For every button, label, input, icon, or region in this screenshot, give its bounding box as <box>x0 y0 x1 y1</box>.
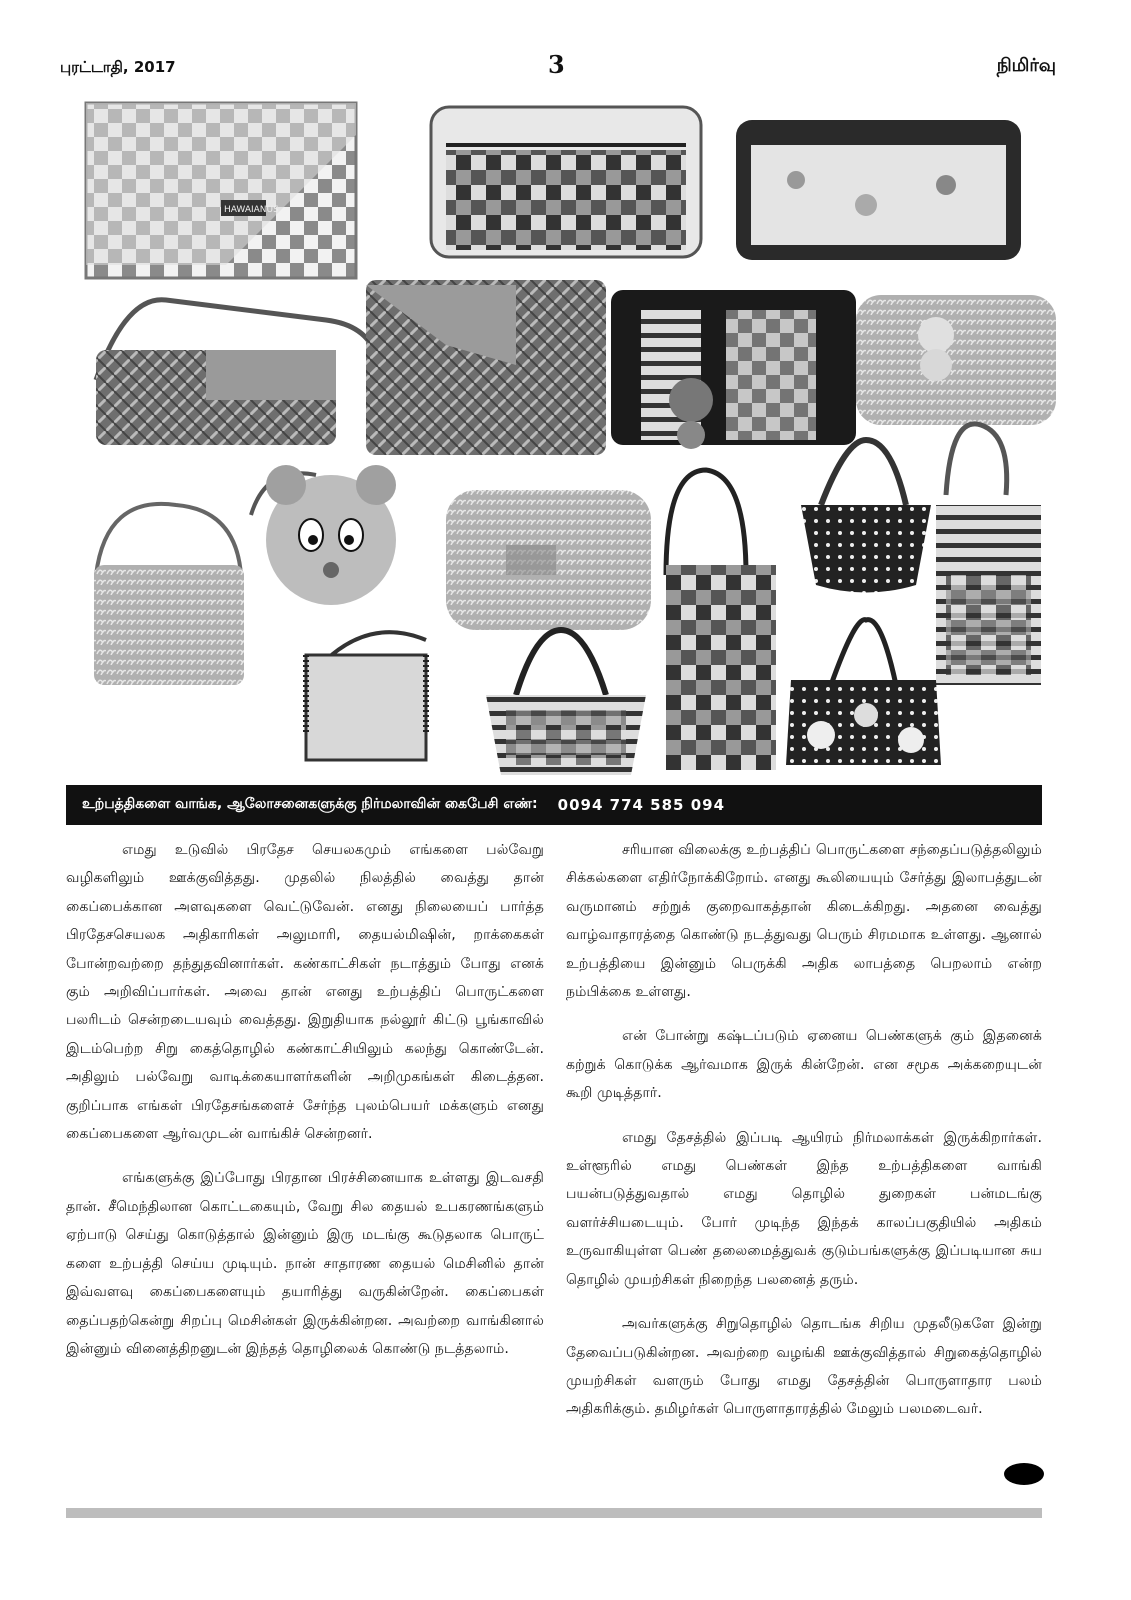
striped-patchwork-bag-photo <box>936 424 1041 685</box>
floral-drawstring-bag-photo <box>786 620 941 765</box>
contact-banner <box>66 785 1042 825</box>
printed-pouch-photo <box>736 120 1021 260</box>
woven-shoulder-bag-photo <box>96 300 376 445</box>
handbag-photos <box>66 95 1066 785</box>
fringed-heart-bag-photo <box>306 632 426 760</box>
bear-applique-pouch-photo <box>856 295 1056 425</box>
issue-date: புரட்டாதி, 2017 <box>60 58 176 76</box>
article-paragraph: எமது தேசத்தில் இப்படி ஆயிரம் நிர்மலாக்கள் இருக்கிறார்கள். உள்ளூரில் எமது பெண்கள் இந்த உற்பத்திகளை வாங்கி பயன்படுத்துவதால் எமது தொழில் துறைகள் பன்மடங்கு வளர்ச்சியடையும். போர் முடிந்த இந்தக் காலப்பகுதியில் அதிகம் உருவாகியுள்ள பெண் தலைமைத்துவக் குடும்பங்களுக்கு இப்படியான சுய தொழில் முயற்சிகள் நிறைந்த பலனைத் தரும். <box>566 1129 1042 1288</box>
geometric-tote-photo <box>611 290 856 449</box>
footer-rule <box>66 1508 1042 1518</box>
cartoon-face-purse-photo <box>251 465 396 605</box>
contact-phone-number: 0094 774 585 094 <box>557 796 726 814</box>
bag-label-text: HAWAIANUS <box>224 205 279 215</box>
article-left-column <box>66 836 544 1379</box>
article-paragraph: எங்களுக்கு இப்போது பிரதான பிரச்சினையாக உள்ளது இடவசதி தான். சீமெந்திலான கொட்டகையும், வேறு சில தையல் உபகரணங்களும் ஏற்பாடு செய்து கொடுத்தால் இன்னும் இரு மடங்கு கூடுதலாக பொருட் களை உற்பத்தி செய்ய முடியும். நான் சாதாரண தையல் மெசினில் தான் இவ்வளவு கைப்பைகளையும் தயாரித்து வருகின்றேன். கைப்பைகள் தைப்பதற்கென்று சிறப்பு மெசின்கள் இருக்கின்றன. அவற்றை வாங்கினால் இன்னும் வினைத்திறனுடன் இந்தத் தொழிலைக் கொண்டு நடத்தலாம். <box>66 1170 544 1357</box>
handbag-photo-collage <box>66 95 1066 785</box>
article-end-mark <box>1004 1463 1044 1485</box>
article-paragraph: சரியான விலைக்கு உற்பத்திப் பொருட்களை சந்தைப்படுத்தலிலும் சிக்கல்களை எதிர்நோக்கிறோம். எனது கூலியையும் சேர்த்து இலாபத்துடன் வருமானம் சற்றுக் குறைவாகத்தான் கிடைக்கிறது. அதனை வைத்து வாழ்வாதாரத்தை கொண்டு நடத்துவது பெரும் சிரமமாக உள்ளது. ஆனால் உற்பத்தியை இன்னும் பெருக்கி அதிக லாபத்தை பெறலாம் என்ற நம்பிக்கை உள்ளது. <box>566 842 1042 1001</box>
page-header <box>0 0 1131 100</box>
article-paragraph: அவர்களுக்கு சிறுதொழில் தொடங்க சிறிய முதலீடுகளே இன்று தேவைப்படுகின்றன. அவற்றை வழங்கி ஊக்குவித்தால் சிறுகைத்தொழில் முயற்சிகள் வளரும் போது எமது தேசத்தின் பொருளாதார பலம் அதிகரிக்கும். தமிழர்கள் பொருளாதாரத்தில் மேலும் பலமடைவர். <box>566 1316 1042 1418</box>
zipper-pouch-photo <box>431 107 701 257</box>
article-paragraph: எமது உடுவில் பிரதேச செயலகமும் எங்களை பல்வேறு வழிகளிலும் ஊக்குவித்தது. முதலில் நிலத்தில் வைத்து தான் கைப்பைக்கான அளவுகளை வெட்டுவேன். எனது நிலையைப் பார்த்த பிரதேசசெயலக அதிகாரிகள் அலுமாரி, தையல்மிஷின், றாக்கைகள் போன்றவற்றை தந்துதவினார்கள். கண்காட்சிகள் நடாத்தும் போது எனக் கும் அறிவிப்பார்கள். அவை தான் எனது உற்பத்திப் பொருட்களை பலரிடம் சென்றடையவும் வைத்தது. இறுதியாக நல்லூர் கிட்டு பூங்காவில் இடம்பெற்ற சிறு கைத்தொழில் கண்காட்சியிலும் கலந்து கொண்டேன். அதிலும் பல்வேறு வாடிக்கையாளர்களின் அறிமுகங்கள் கிடைத்தன. குறிப்பாக எங்கள் பிரதேசங்களைச் சேர்ந்த புலம்பெயர் மக்களும் எனது கைப்பைகளை ஆர்வமுடன் வாங்கிச் சென்றனர். <box>66 842 544 1143</box>
zebra-print-tote-photo <box>486 630 646 775</box>
star-print-handbag-photo <box>801 440 931 593</box>
page-number: 3 <box>548 50 565 79</box>
patchwork-crossbody-photo <box>666 470 776 770</box>
article-paragraph: என் போன்று கஷ்டப்படும் ஏனைய பெண்களுக் கும் இதனைக் கற்றுக் கொடுக்க ஆர்வமாக இருக் கின்றேன். என சமூக அக்கறையுடன் கூறி முடித்தார். <box>566 1028 1042 1102</box>
article-right-column <box>566 836 1042 1440</box>
woven-flap-bag-photo <box>366 280 606 455</box>
checkered-clutch-photo <box>86 103 356 278</box>
fluffy-sling-bag-photo <box>94 504 244 685</box>
contact-banner-text: உற்பத்திகளை வாங்க, ஆலோசனைகளுக்கு நிர்மலாவின் கைபேசி எண்: <box>82 796 538 812</box>
publication-name: நிமிர்வு <box>996 55 1056 76</box>
fur-clutch-photo <box>446 490 651 630</box>
